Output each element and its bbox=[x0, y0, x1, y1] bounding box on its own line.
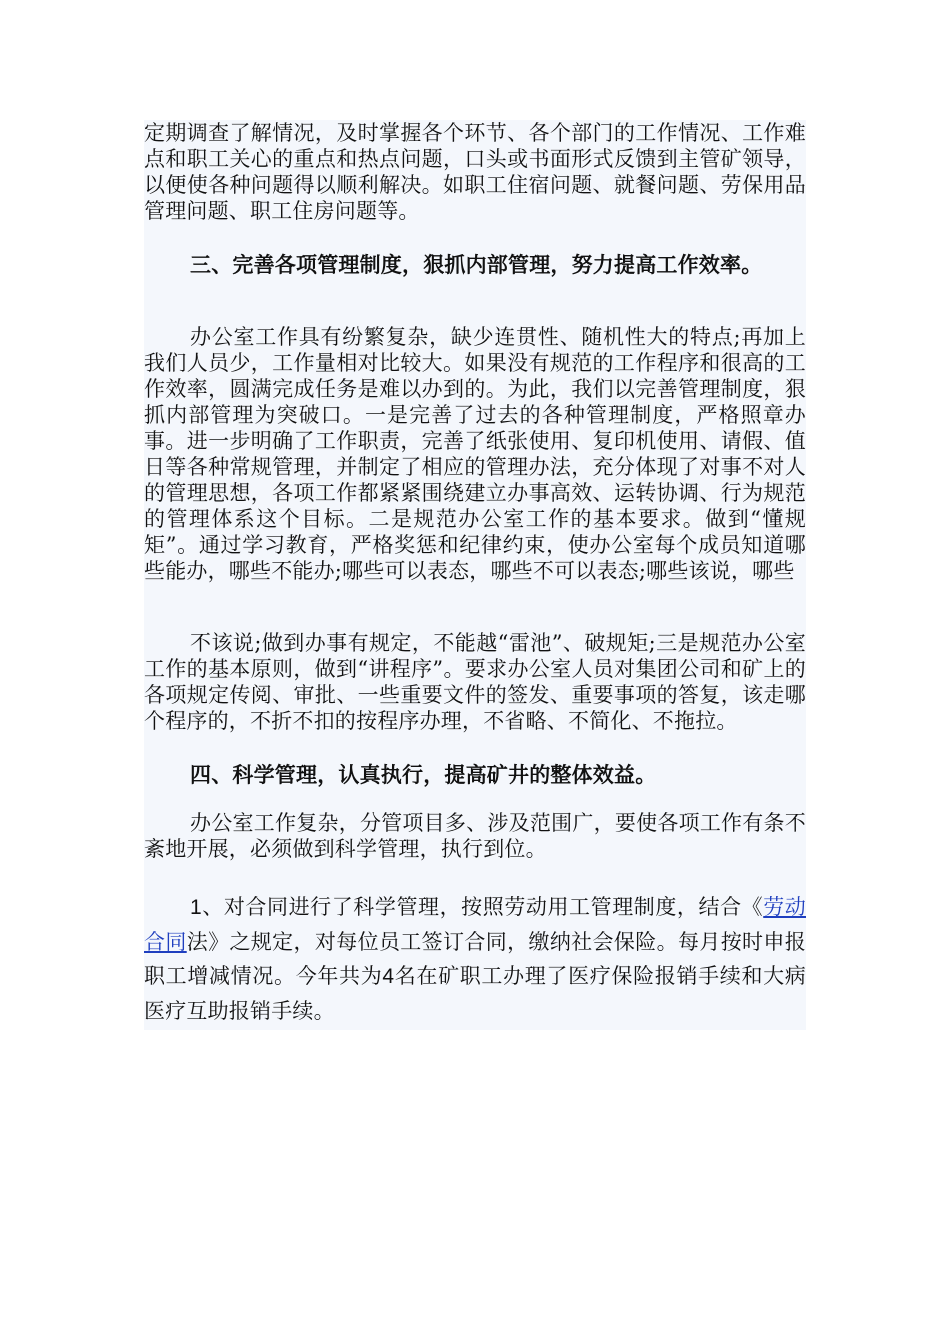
section-heading-3: 三、完善各项管理制度，狠抓内部管理，努力提高工作效率。 bbox=[190, 252, 763, 277]
paragraph-management-system bbox=[144, 324, 806, 584]
paragraph-situation-report: 定期调查了解情况，及时掌握各个环节、各个部门的工作情况、工作难点和职工关心的重点和热点问题，口头或书面形式反馈到主管矿领导，以便使各种问题得以顺利解决。如职工住宿问题、就餐问题、劳保用品管理问题、职工住房问题等。 bbox=[144, 121, 806, 223]
paragraph-management-system-text: 办公室工作具有纷繁复杂，缺少连贯性、随机性大的特点;再加上我们人员少，工作量相对比较大。如果没有规范的工作程序和很高的工作效率，圆满完成任务是难以办到的。为此，我们以完善管理制度，狠抓内部管理为突破口。一是完善了过去的各种管理制度，严格照章办事。进一步明确了工作职责，完善了纸张使用、复印机使用、请假、值日等各种常规管理，并制定了相应的管理办法，充分体现了对事不对人的管理思想，各项工作都紧紧围绕建立办事高效、运转协调、行为规范的管理体系这个目标。二是规范办公室工作的基本要求。做到“懂规矩”。通过学习教育，严格奖惩和纪律约束，使办公室每个成员知道哪些能办，哪些不能办;哪些可以表态，哪些不可以表态;哪些该说，哪些 bbox=[144, 325, 806, 583]
employee-count: 4 bbox=[382, 965, 395, 988]
contract-text-c: 名在矿职工办理了医疗保险报销手续和大病医疗互助报销手续。 bbox=[144, 964, 806, 1023]
document-body bbox=[144, 120, 806, 1030]
paragraph-contract-management bbox=[144, 890, 806, 1028]
section-heading-4: 四、科学管理，认真执行，提高矿井的整体效益。 bbox=[190, 762, 657, 787]
contract-text-b: 法》之规定，对每位员工签订合同，缴纳社会保险。每月按时申报职工增减情况。今年共为 bbox=[144, 930, 806, 988]
labor-contract-law-link[interactable]: 劳动合同 bbox=[144, 895, 806, 954]
paragraph-scientific-management: 办公室工作复杂，分管项目多、涉及范围广，要使各项工作有条不紊地开展，必须做到科学管理，执行到位。 bbox=[144, 811, 806, 861]
item-number: 1 bbox=[190, 896, 202, 919]
paragraph-procedures: 不该说;做到办事有规定，不能越“雷池”、破规矩;三是规范办公室工作的基本原则，做到“讲程序”。要求办公室人员对集团公司和矿上的各项规定传阅、审批、一些重要文件的签发、重要事项的答复，该走哪个程序的，不折不扣的按程序办理，不省略、不简化、不拖拉。 bbox=[144, 631, 806, 733]
contract-text-a: 、对合同进行了科学管理，按照劳动用工管理制度，结合《 bbox=[201, 895, 764, 919]
